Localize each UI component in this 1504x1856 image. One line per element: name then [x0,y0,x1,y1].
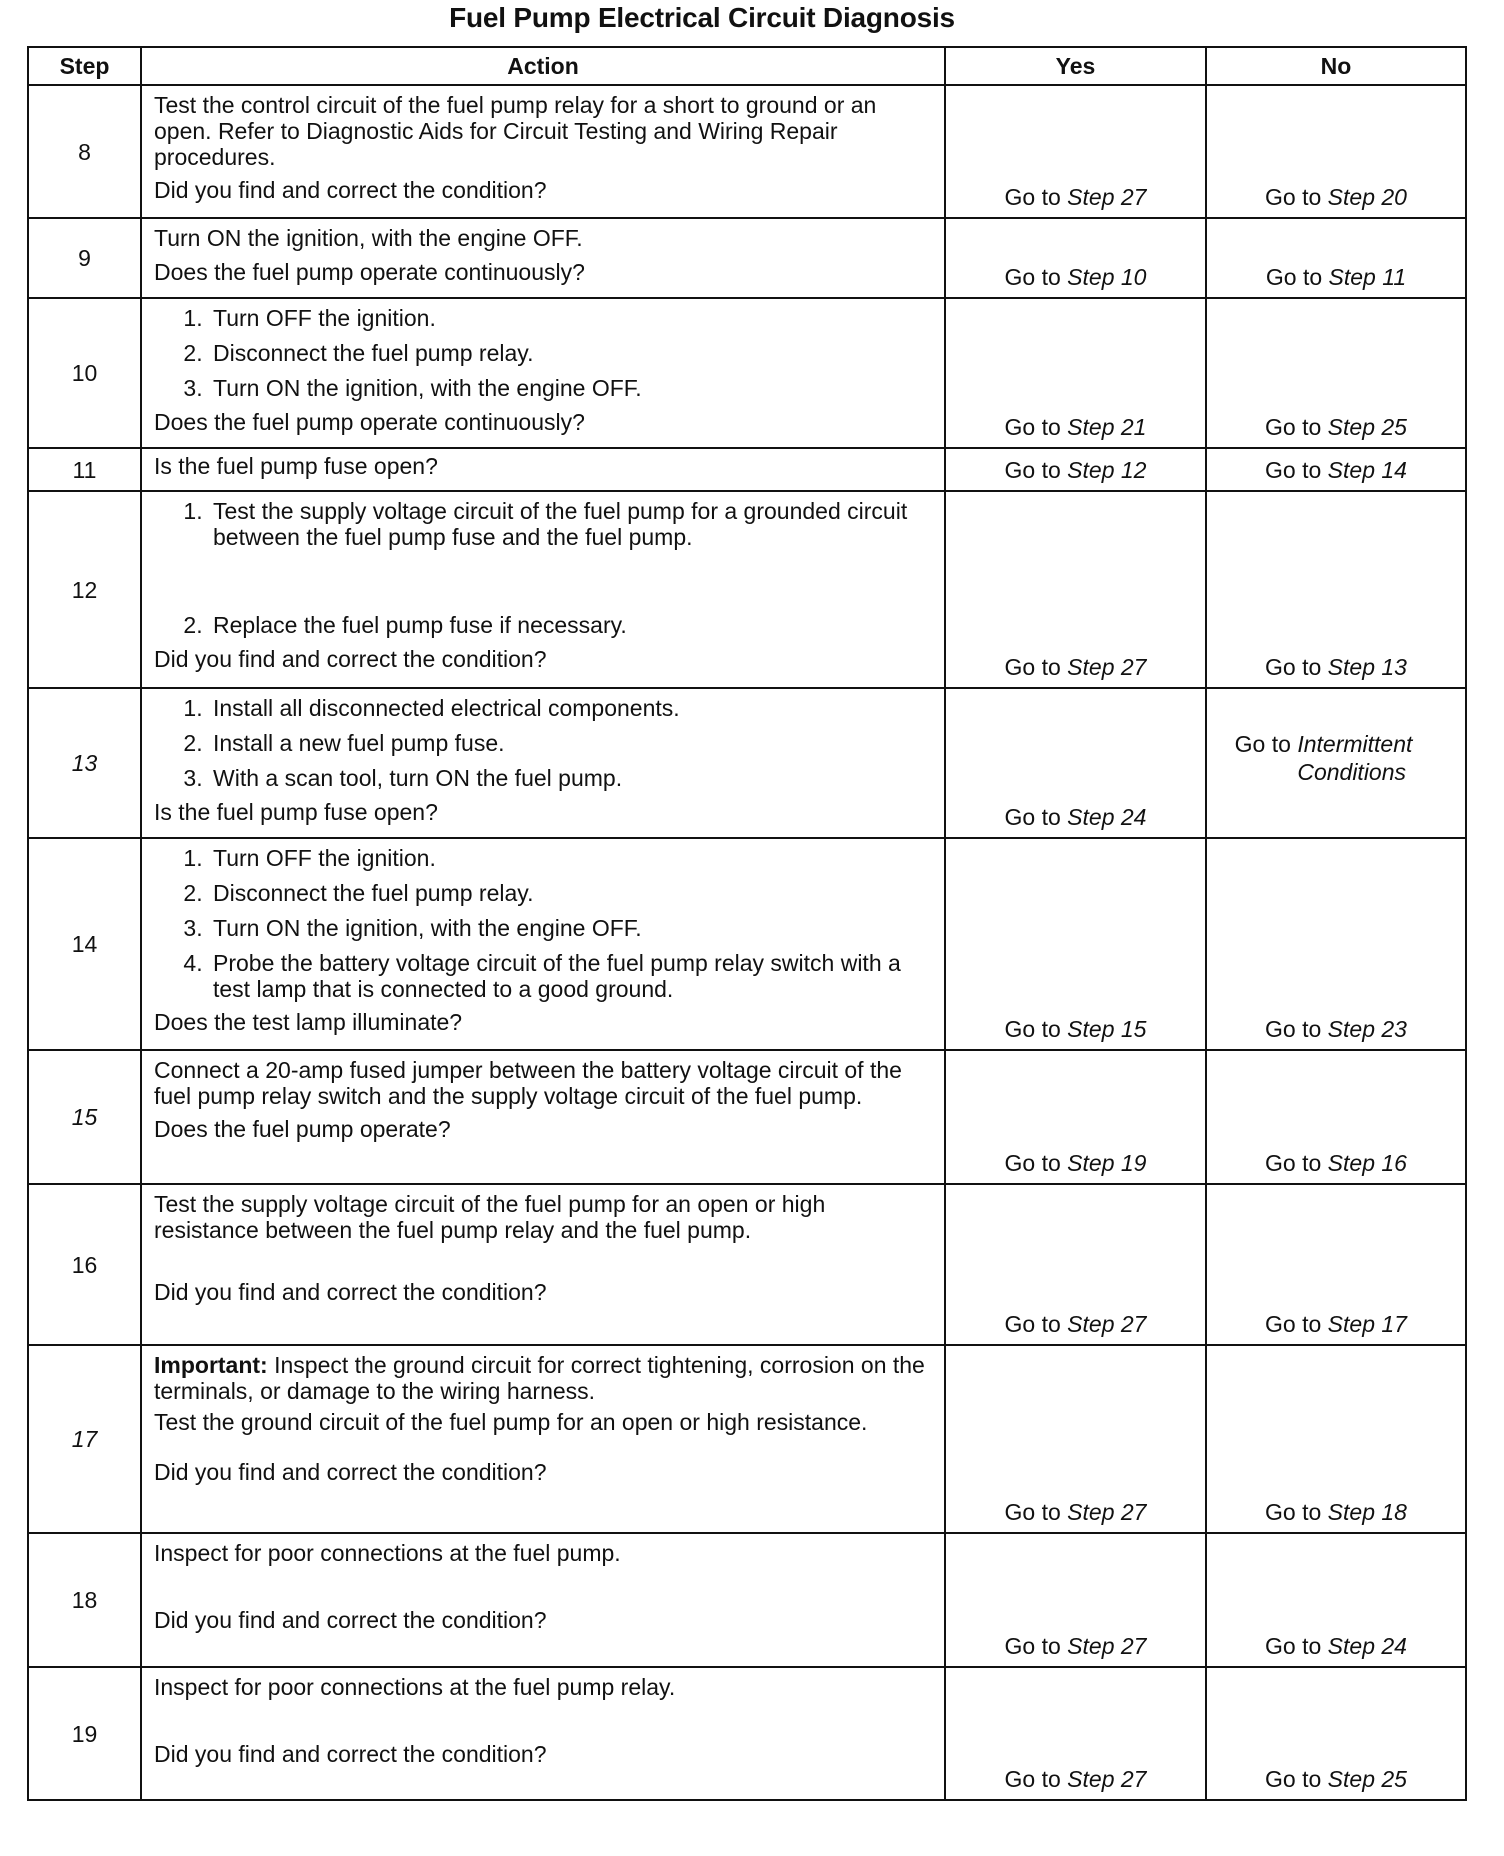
table-row [28,1667,1466,1800]
yes-target: Step 15 [1067,1016,1147,1042]
header-no: No [1206,47,1466,85]
yes-target: Step 12 [1067,456,1147,483]
no-cell: Go to Step 24 [1206,1533,1466,1667]
step-number: 11 [28,448,141,491]
header-step: Step [28,47,141,85]
action-question: Does the fuel pump operate continuously? [154,409,585,435]
action-cell [141,1667,945,1800]
action-item: 3. With a scan tool, turn ON the fuel pump. [209,765,934,792]
yes-cell: Go to Step 10 [945,218,1206,298]
table-row [28,1050,1466,1184]
action-question: Did you find and correct the condition? [154,646,547,672]
action-item: 1. Install all disconnected electrical components. [209,695,934,722]
table-row [28,218,1466,298]
action-text: Inspect for poor connections at the fuel pump relay. [154,1674,676,1700]
action-cell [141,1184,945,1345]
table-row [28,838,1466,1050]
action-question: Does the fuel pump operate continuously? [154,259,585,285]
action-cell [141,1345,945,1533]
table-row [28,298,1466,448]
yes-cell: Go to Step 19 [945,1050,1206,1184]
table-row [28,1533,1466,1667]
action-text: Turn ON the ignition, with the engine OFF. [154,225,583,251]
no-cell: Go to Step 13 [1206,491,1466,688]
yes-cell: Go to Step 21 [945,298,1206,448]
no-cell: Go to Step 16 [1206,1050,1466,1184]
action-item: 4. Probe the battery voltage circuit of the fuel pump relay switch with a test lamp that is connected to a good ground. [209,950,934,1002]
no-target: Step 13 [1327,654,1407,680]
yes-target: Step 27 [1067,1766,1147,1792]
action-cell [141,1533,945,1667]
no-target: Step 20 [1327,184,1407,210]
table-row [28,448,1466,491]
yes-target: Step 27 [1067,1633,1147,1659]
step-number: 15 [28,1050,141,1184]
action-cell [141,838,945,1050]
action-text: Test the ground circuit of the fuel pump for an open or high resistance. [154,1409,868,1435]
table-row [28,1345,1466,1533]
yes-cell: Go to Step 15 [945,838,1206,1050]
no-target: Step 17 [1327,1311,1407,1337]
action-text: Test the supply voltage circuit of the fuel pump for an open or high resistance between the fuel pump relay and the fuel pump. [154,1191,826,1243]
action-item: 3. Turn ON the ignition, with the engine OFF. [209,375,934,402]
yes-target: Step 27 [1067,184,1147,210]
yes-cell: Go to Step 27 [945,1345,1206,1533]
no-target: Step 23 [1327,1016,1407,1042]
yes-target: Step 21 [1067,414,1147,440]
action-question: Did you find and correct the condition? [154,1459,547,1485]
yes-cell: Go to Step 27 [945,491,1206,688]
action-question: Is the fuel pump fuse open? [154,799,438,825]
action-item: 2. Disconnect the fuel pump relay. [209,880,934,907]
yes-target: Step 10 [1067,264,1147,290]
yes-cell: Go to Step 12 [945,448,1206,491]
no-cell: Go to Step 18 [1206,1345,1466,1533]
no-target: Step 16 [1327,1150,1407,1176]
yes-cell: Go to Step 27 [945,1533,1206,1667]
step-number: 16 [28,1184,141,1345]
yes-target: Step 27 [1067,1499,1147,1525]
action-item: 1. Turn OFF the ignition. [209,845,934,872]
action-cell [141,218,945,298]
action-cell [141,1050,945,1184]
action-question: Did you find and correct the condition? [154,1741,547,1767]
no-cell: Go to Step 25 [1206,298,1466,448]
yes-target: Step 19 [1067,1150,1147,1176]
yes-target: Step 24 [1067,804,1147,830]
yes-cell: Go to Step 27 [945,85,1206,218]
important-note [154,1352,934,1404]
yes-cell: Go to Step 24 [945,688,1206,838]
action-question: Is the fuel pump fuse open? [154,453,438,479]
action-cell [141,85,945,218]
action-question: Did you find and correct the condition? [154,1279,547,1305]
action-text: Connect a 20-amp fused jumper between the battery voltage circuit of the fuel pump relay switch and the supply voltage circuit of the fuel pump. [154,1057,902,1109]
table-row [28,491,1466,688]
action-text: Test the control circuit of the fuel pump relay for a short to ground or an open. Refer to Diagnostic Aids for Circuit Testing and Wiring Repair procedures. [154,92,877,170]
no-target: Step 25 [1327,414,1407,440]
no-cell: Go to Step 25 [1206,1667,1466,1800]
yes-cell: Go to Step 27 [945,1667,1206,1800]
action-cell [141,491,945,688]
no-target: Intermittent Conditions [1297,731,1413,785]
important-text: Inspect the ground circuit for correct tightening, corrosion on the terminals, or damage to the wiring harness. [154,1352,925,1404]
yes-target: Step 27 [1067,1311,1147,1337]
action-item: 2. Install a new fuel pump fuse. [209,730,934,757]
no-target: Step 11 [1328,264,1407,290]
step-number: 9 [28,218,141,298]
no-cell: Go to Step 23 [1206,838,1466,1050]
action-item: 2. Disconnect the fuel pump relay. [209,340,934,367]
no-target: Step 24 [1327,1633,1407,1659]
table-row [28,688,1466,838]
page-title: Fuel Pump Electrical Circuit Diagnosis [449,2,955,33]
no-cell: Go to Step 17 [1206,1184,1466,1345]
table-row [28,1184,1466,1345]
step-number: 14 [28,838,141,1050]
yes-target: Step 27 [1067,654,1147,680]
action-question: Did you find and correct the condition? [154,1607,547,1633]
action-question: Does the fuel pump operate? [154,1116,451,1142]
step-number: 19 [28,1667,141,1800]
no-cell: Go to Step 11 [1206,218,1466,298]
header-yes: Yes [945,47,1206,85]
action-cell [141,298,945,448]
header-action: Action [141,47,945,85]
no-cell: Go to Step 14 [1206,448,1466,491]
step-number: 17 [28,1345,141,1533]
table-row [28,85,1466,218]
action-item: 1. Turn OFF the ignition. [209,305,934,332]
no-cell: Go to Step 20 [1206,85,1466,218]
step-number: 12 [28,491,141,688]
action-item: 2. Replace the fuel pump fuse if necessary. [209,612,934,639]
no-target: Step 25 [1327,1766,1407,1792]
important-label: Important: [154,1352,268,1378]
table-header-row [28,47,1466,85]
action-question: Does the test lamp illuminate? [154,1009,463,1035]
step-number: 18 [28,1533,141,1667]
action-question: Did you find and correct the condition? [154,177,547,203]
action-cell [141,448,945,491]
step-number: 10 [28,298,141,448]
action-cell [141,688,945,838]
action-item: 1. Test the supply voltage circuit of the fuel pump for a grounded circuit between the fuel pump fuse and the fuel pump. [209,498,934,550]
no-cell: Go to Intermittent Conditions [1206,688,1466,838]
step-number: 8 [28,85,141,218]
no-target: Step 14 [1327,456,1407,483]
yes-cell: Go to Step 27 [945,1184,1206,1345]
diagnosis-table [27,46,1467,1801]
action-text: Inspect for poor connections at the fuel pump. [154,1540,621,1566]
action-item: 3. Turn ON the ignition, with the engine OFF. [209,915,934,942]
no-target: Step 18 [1327,1499,1407,1525]
step-number: 13 [28,688,141,838]
